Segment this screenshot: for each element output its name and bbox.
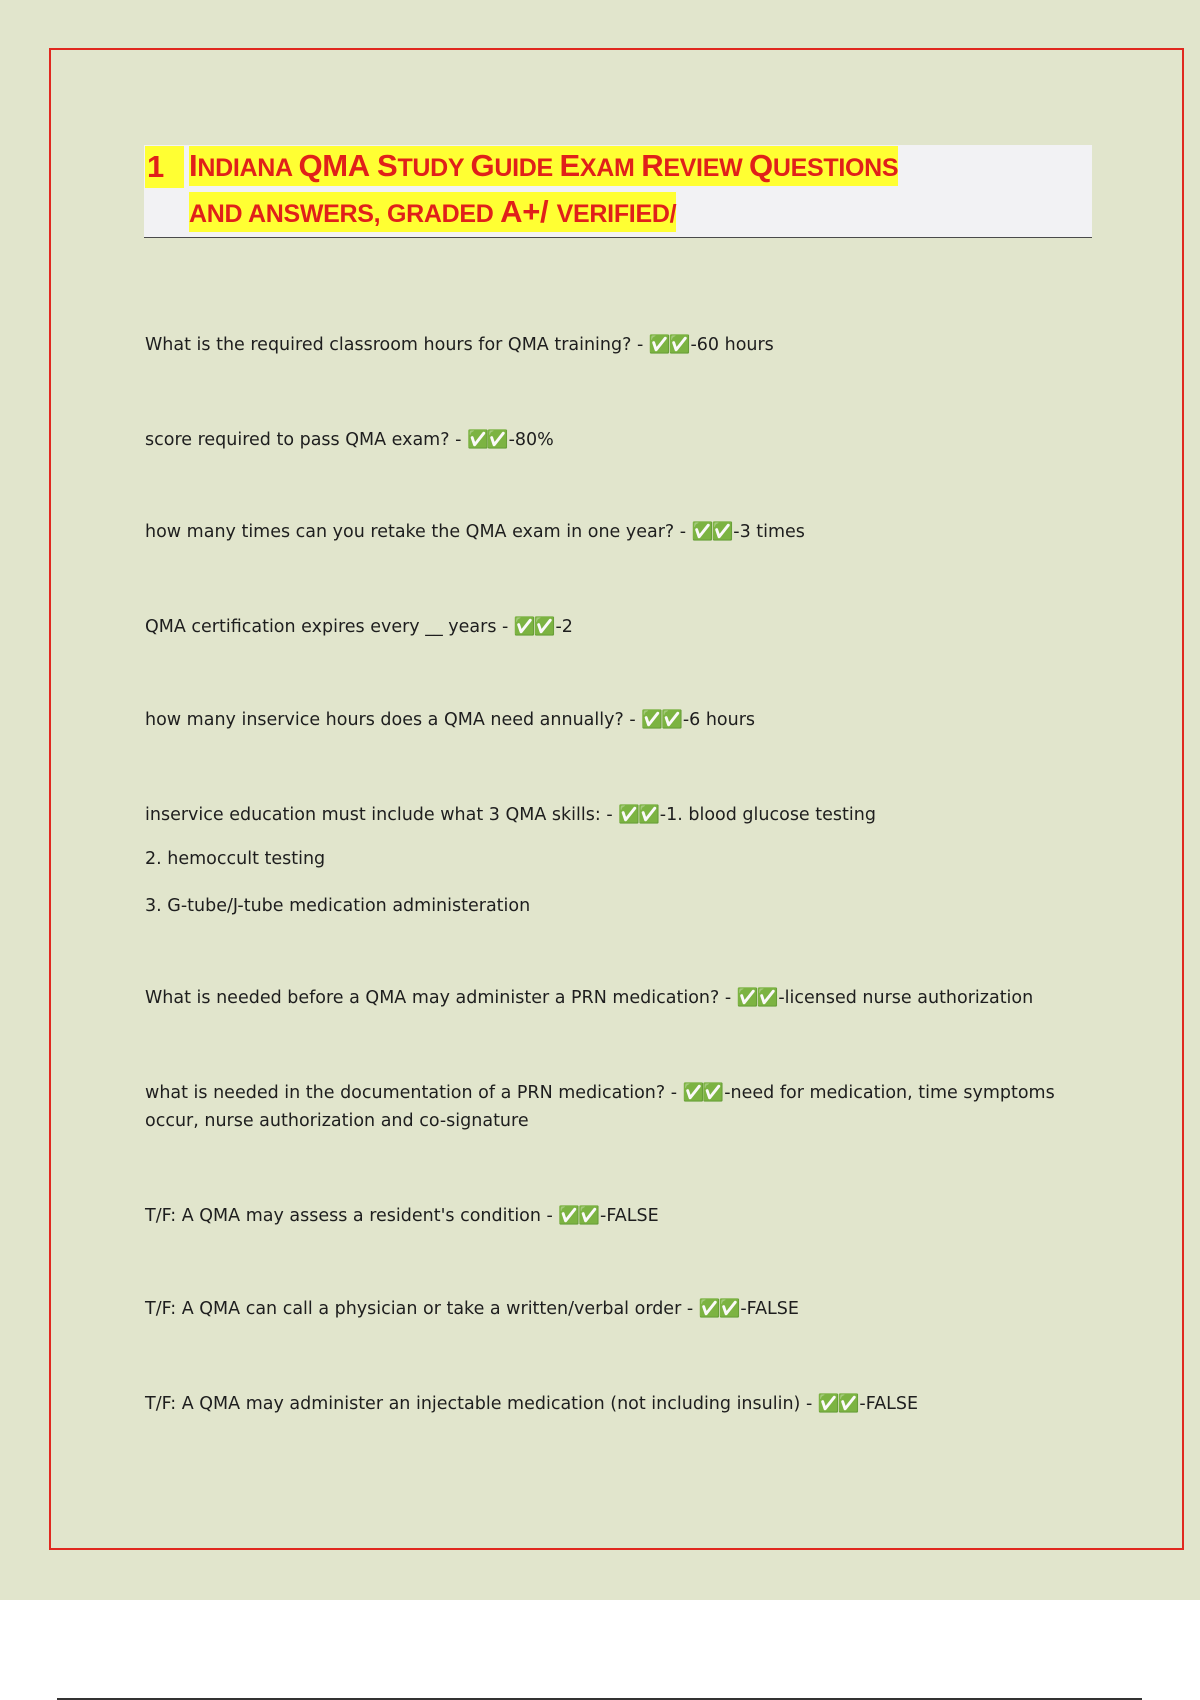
heading-line-2 [189, 192, 676, 232]
question-text: how many times can you retake the QMA exam in one year? - [145, 522, 692, 542]
checkmark-icon: ✅✅ [691, 522, 732, 542]
question-text: how many inservice hours does a QMA need annually? - [145, 710, 642, 730]
heading-line-1 [189, 146, 898, 186]
heading-text: QMA S [298, 148, 398, 183]
qa-item [145, 518, 805, 546]
question-text: QMA certification expires every __ years - [145, 617, 514, 637]
checkmark-icon: ✅✅ [466, 430, 507, 450]
qa-item [145, 331, 774, 359]
checkmark-icon: ✅✅ [682, 1083, 723, 1103]
checkmark-icon: ✅✅ [618, 805, 658, 825]
question-text: T/F: A QMA can call a physician or take a written/verbal order - [145, 1299, 699, 1319]
checkmark-icon: ✅✅ [641, 710, 681, 730]
question-text: T/F: A QMA may assess a resident's condition - [145, 1206, 559, 1226]
answer-text: -60 hours [690, 335, 774, 355]
heading-text: Q [749, 148, 773, 183]
answer-text: -80% [508, 430, 554, 450]
heading-number: 1 [145, 146, 184, 188]
checkmark-icon: ✅✅ [648, 335, 689, 355]
checkmark-icon: ✅✅ [558, 1206, 599, 1226]
qa-item [145, 1295, 799, 1323]
answer-text: -6 hours [682, 710, 756, 730]
qa-item [145, 801, 876, 829]
checkmark-icon: ✅✅ [513, 617, 554, 637]
qa-item-continued [145, 845, 325, 873]
heading-text: UIDE [494, 154, 560, 182]
qa-item [145, 426, 554, 454]
answer-text: -1. blood glucose testing [659, 805, 876, 825]
answer-line: 3. G-tube/J-tube medication administeration [145, 896, 531, 916]
answer-line: 2. hemoccult testing [145, 849, 326, 869]
heading-text: XAM [579, 154, 642, 182]
question-text: What is the required classroom hours for QMA training? - [145, 335, 649, 355]
qa-item [145, 1079, 1095, 1135]
answer-text: -licensed nurse authorization [778, 988, 1034, 1008]
checkmark-icon: ✅✅ [736, 988, 777, 1008]
answer-text: -2 [555, 617, 573, 637]
checkmark-icon: ✅✅ [698, 1299, 739, 1319]
answer-text: -need for medication, time symptoms occur, nurse authorization and co-signature [145, 1083, 1055, 1131]
heading-text: E [559, 148, 580, 183]
question-text: What is needed before a QMA may administer a PRN medication? - [145, 988, 737, 1008]
question-text: inservice education must include what 3 QMA skills: - [145, 805, 619, 825]
heading-text: AND ANSWERS, GRADED [189, 200, 501, 228]
heading-text: R [641, 148, 664, 183]
question-text: what is needed in the documentation of a PRN medication? - [145, 1083, 683, 1103]
heading-text: TUDY [397, 154, 471, 182]
qa-item [145, 706, 755, 734]
question-text: T/F: A QMA may administer an injectable medication (not including insulin) - [145, 1394, 818, 1414]
qa-item-continued [145, 892, 530, 920]
heading-text: VERIFIED/ [556, 200, 677, 228]
heading-text: UESTIONS [772, 154, 899, 182]
qa-item [145, 984, 1033, 1012]
answer-text: -3 times [733, 522, 805, 542]
heading-text: I [189, 148, 198, 183]
page-border [49, 48, 1184, 1550]
answer-text: -FALSE [859, 1394, 919, 1414]
heading-text: A+/ [500, 194, 557, 229]
qa-item [145, 613, 573, 641]
answer-text: -FALSE [600, 1206, 659, 1226]
qa-item [145, 1202, 659, 1230]
heading-text: G [470, 148, 495, 183]
question-text: score required to pass QMA exam? - [145, 430, 467, 450]
checkmark-icon: ✅✅ [817, 1394, 858, 1414]
answer-text: -FALSE [740, 1299, 799, 1319]
heading-text: NDIANA [197, 154, 299, 182]
heading-text: EVIEW [663, 154, 750, 182]
qa-item [145, 1390, 918, 1418]
